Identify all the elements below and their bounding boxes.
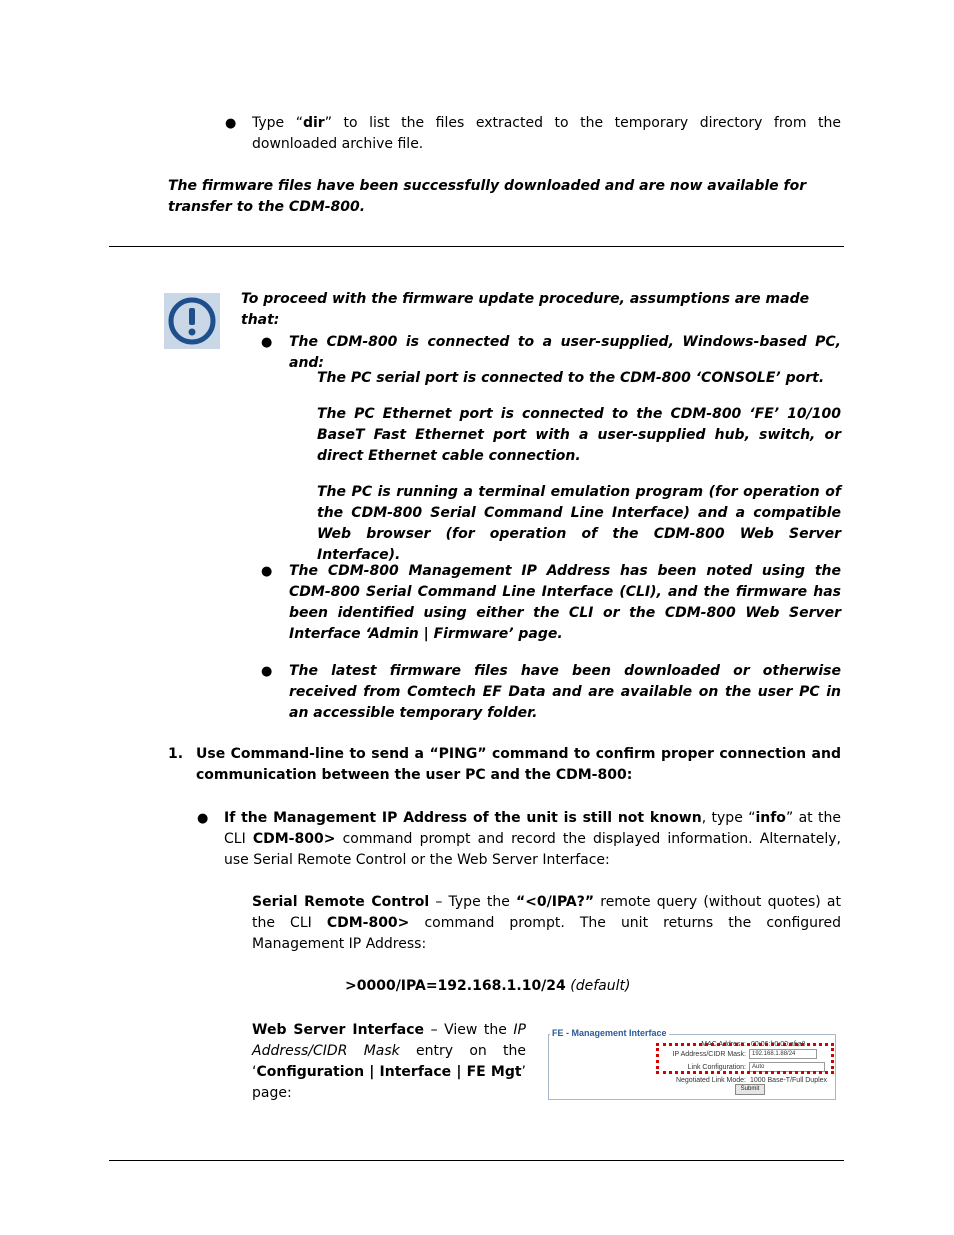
link-config-label: Link Configuration: <box>687 1064 746 1071</box>
ipa-query: “<0/IPA?” <box>515 894 595 910</box>
negotiated-link-value: 1000 Base-T/Full Duplex <box>750 1077 828 1084</box>
link-config-select[interactable]: Auto <box>749 1062 825 1072</box>
bullet-dot: ● <box>261 335 273 350</box>
ip-unknown-instruction: If the Management IP Address of the unit is still not known, type “info” at the CLI CDM-800> command prompt and record the displayed information. Alternately, use Serial Remote Control or the Web Server Interface: <box>224 810 842 868</box>
dir-instruction: Type “dir” to list the files extracted to the temporary directory from the downloaded archive file. <box>252 115 841 152</box>
serial-remote-instruction: Serial Remote Control – Type the “<0/IPA?” remote query (without quotes) at the CLI CDM-800> command prompt. The unit returns the configured Management IP Address: <box>252 894 841 952</box>
ip-highlight-box <box>656 1043 834 1074</box>
bullet-dot: ● <box>197 811 209 826</box>
ip-cidr-input[interactable]: 192.168.1.88/24 <box>749 1049 817 1059</box>
panel-legend: FE - Management Interface <box>552 1028 667 1038</box>
divider-top <box>109 246 844 247</box>
step-1-text: Use Command-line to send a “PING” command to confirm proper connection and communication between the user PC and the CDM-800: <box>196 746 841 783</box>
important-icon <box>164 293 220 349</box>
fe-management-screenshot <box>546 1026 836 1099</box>
mac-address-label: MAC Address: <box>701 1041 746 1048</box>
bullet-dot: ● <box>225 116 237 131</box>
cli-prompt: CDM-800> <box>326 915 410 931</box>
ip-cidr-label: IP Address/CIDR Mask: <box>672 1051 746 1058</box>
bullet-dot: ● <box>261 664 273 679</box>
negotiated-link-label: Negotiated Link Mode: <box>675 1077 746 1084</box>
info-command: info <box>755 810 786 826</box>
dir-command: dir <box>302 115 325 131</box>
note-bullet-pc: The CDM-800 is connected to a user-supplied, Windows-based PC, and: <box>289 334 841 371</box>
success-note: The firmware files have been successfully downloaded and are now available for transfer to the CDM-800. <box>168 178 807 215</box>
note-terminal-program: The PC is running a terminal emulation program (for operation of the CDM-800 Serial Command Line Interface) and a compatible Web browser (for operation of the CDM-800 Web Server Interface). <box>317 484 841 563</box>
fe-mgt-page-path: Configuration | Interface | FE Mgt <box>256 1064 522 1080</box>
step-number: 1. <box>168 746 184 762</box>
mac-address-value: 00:06:b0:00:af:a8 <box>751 1041 806 1048</box>
note-bullet-files: The latest firmware files have been downloaded or otherwise received from Comtech EF Data and are available on the user PC in an accessible temporary folder. <box>289 663 841 721</box>
web-server-instruction: Web Server Interface – View the IP Address/CIDR Mask entry on the ‘Configuration | Interface | FE Mgt’ page: <box>252 1022 526 1101</box>
note-lead: To proceed with the firmware update procedure, assumptions are made that: <box>241 291 810 328</box>
bullet-dot: ● <box>261 564 273 579</box>
cli-prompt: CDM-800> <box>252 831 336 847</box>
divider-bottom <box>109 1160 844 1161</box>
submit-button[interactable]: Submit <box>735 1084 765 1095</box>
ipa-response: >0000/IPA=192.168.1.10/24 (default) <box>345 978 631 994</box>
note-serial-port: The PC serial port is connected to the CDM-800 ‘CONSOLE’ port. <box>317 370 825 386</box>
note-bullet-ip-noted: The CDM-800 Management IP Address has been noted using the CDM-800 Serial Command Line Interface (CLI), and the firmware has been identified using either the CLI or the CDM-800 Web Server Interface ‘Admin | Firmware’ page. <box>289 563 841 642</box>
note-ethernet-port: The PC Ethernet port is connected to the CDM-800 ‘FE’ 10/100 BaseT Fast Ethernet port with a user-supplied hub, switch, or direct Ethernet cable connection. <box>317 406 841 464</box>
